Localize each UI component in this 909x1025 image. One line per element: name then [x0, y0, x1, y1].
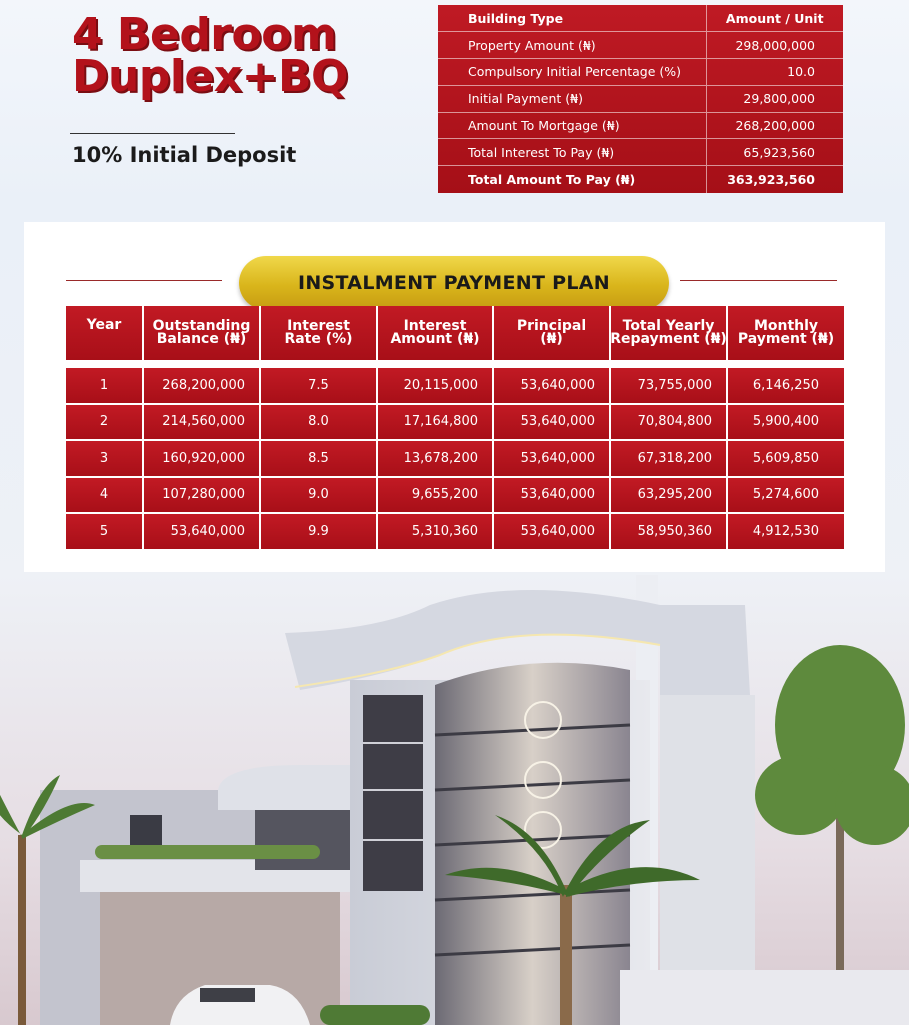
summary-label: Property Amount (₦): [438, 32, 706, 59]
plan-value-cell: 5,900,400: [728, 405, 844, 442]
plan-column-header: [66, 306, 144, 362]
plan-value-cell: 5,310,360: [378, 514, 494, 551]
title-line-1: 4 Bedroom: [72, 9, 337, 60]
cost-summary-table: [438, 5, 843, 193]
summary-label: Total Interest To Pay (₦): [438, 139, 706, 166]
plan-value-cell: 17,164,800: [378, 405, 494, 442]
plan-value-cell: 7.5: [261, 368, 378, 405]
plan-column-header-line: Monthly: [753, 318, 819, 334]
summary-header-value: Amount / Unit: [706, 5, 843, 32]
summary-value: 268,200,000: [706, 112, 843, 139]
plan-divider-left: [66, 280, 222, 281]
plan-value-cell: 5,274,600: [728, 478, 844, 515]
plan-value-cell: 70,804,800: [611, 405, 728, 442]
summary-row: [438, 112, 843, 139]
instalment-plan-heading: INSTALMENT PAYMENT PLAN: [239, 256, 669, 310]
plan-value-cell: 5,609,850: [728, 441, 844, 478]
summary-label: Amount To Mortgage (₦): [438, 112, 706, 139]
summary-header-row: [438, 5, 843, 32]
summary-row: [438, 85, 843, 112]
summary-row: [438, 32, 843, 59]
plan-value-cell: 8.0: [261, 405, 378, 442]
plan-column-header-line: Repayment (₦): [610, 331, 727, 347]
plan-value-cell: 214,560,000: [144, 405, 261, 442]
plan-value-cell: 9.9: [261, 514, 378, 551]
plan-value-cell: 58,950,360: [611, 514, 728, 551]
plan-value-cell: 53,640,000: [494, 478, 611, 515]
plan-year-cell: 4: [66, 478, 144, 515]
summary-row: [438, 139, 843, 166]
building-render-image: [0, 575, 909, 1025]
plan-column-header-line: Interest: [403, 318, 467, 334]
plan-column-header-line: Principal: [516, 318, 587, 334]
plan-value-cell: 13,678,200: [378, 441, 494, 478]
plan-value-cell: 9,655,200: [378, 478, 494, 515]
plan-value-cell: 53,640,000: [494, 441, 611, 478]
summary-header-label: Building Type: [438, 5, 706, 32]
page-title: [72, 9, 348, 102]
plan-column-header: [261, 306, 378, 362]
summary-value: 10.0: [706, 59, 843, 86]
plan-value-cell: 9.0: [261, 478, 378, 515]
plan-value-cell: 107,280,000: [144, 478, 261, 515]
plan-column-header-line: Amount (₦): [390, 331, 480, 347]
summary-value: 29,800,000: [706, 85, 843, 112]
plan-column-header: [378, 306, 494, 362]
plan-year-cell: 3: [66, 441, 144, 478]
plan-column-header: [144, 306, 261, 362]
plan-value-cell: 73,755,000: [611, 368, 728, 405]
summary-label: Compulsory Initial Percentage (%): [438, 59, 706, 86]
plan-year-cell: 2: [66, 405, 144, 442]
plan-column-header-line: Rate (%): [284, 331, 353, 347]
plan-value-cell: 53,640,000: [494, 405, 611, 442]
plan-value-cell: 63,295,200: [611, 478, 728, 515]
plan-value-cell: 53,640,000: [494, 368, 611, 405]
plan-column-header-line: Balance (₦): [156, 331, 247, 347]
summary-value: 298,000,000: [706, 32, 843, 59]
plan-value-cell: 53,640,000: [144, 514, 261, 551]
instalment-plan-table: [66, 306, 844, 551]
plan-column-header: [728, 306, 844, 362]
plan-column-header-line: Year: [86, 317, 122, 333]
plan-column-header-line: Payment (₦): [737, 331, 835, 347]
title-divider: [70, 133, 235, 134]
summary-row: [438, 59, 843, 86]
plan-year-cell: 1: [66, 368, 144, 405]
summary-total-row: [438, 166, 843, 193]
plan-value-cell: 20,115,000: [378, 368, 494, 405]
plan-value-cell: 268,200,000: [144, 368, 261, 405]
plan-column-header-line: (₦): [540, 331, 563, 347]
summary-total-label: Total Amount To Pay (₦): [468, 171, 636, 187]
summary-total-value: 363,923,560: [706, 166, 843, 193]
plan-column-header-line: Total Yearly: [622, 318, 715, 334]
plan-column-header: [611, 306, 728, 362]
plan-column-header: [494, 306, 611, 362]
plan-value-cell: 8.5: [261, 441, 378, 478]
plan-value-cell: 67,318,200: [611, 441, 728, 478]
summary-label: Initial Payment (₦): [438, 85, 706, 112]
plan-year-cell: 5: [66, 514, 144, 551]
plan-value-cell: 160,920,000: [144, 441, 261, 478]
plan-value-cell: 6,146,250: [728, 368, 844, 405]
initial-deposit-subtitle: 10% Initial Deposit: [72, 143, 297, 167]
summary-value: 65,923,560: [706, 139, 843, 166]
title-line-2: Duplex+BQ: [72, 51, 348, 102]
plan-column-header-line: Interest: [287, 318, 350, 334]
plan-value-cell: 4,912,530: [728, 514, 844, 551]
plan-column-header-line: Outstanding: [152, 318, 251, 334]
plan-value-cell: 53,640,000: [494, 514, 611, 551]
plan-divider-right: [680, 280, 837, 281]
